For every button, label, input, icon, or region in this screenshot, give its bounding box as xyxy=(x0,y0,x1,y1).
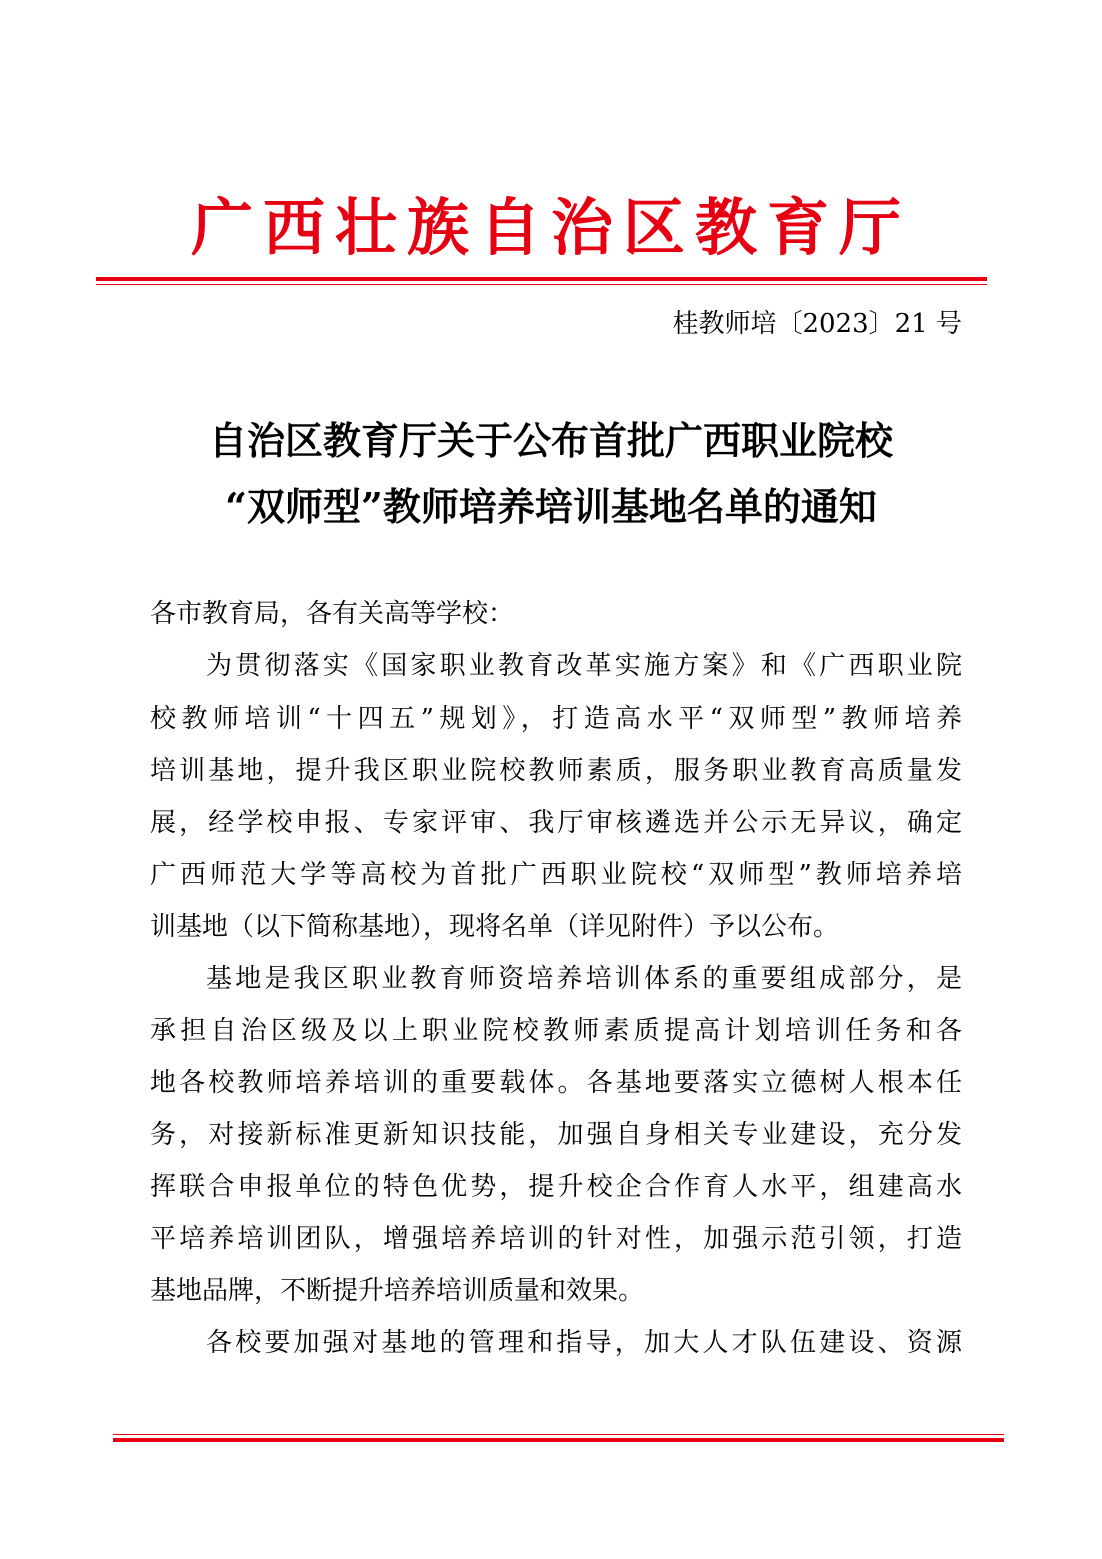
body-line: 为贯彻落实《国家职业教育改革实施方案》和《广西职业院 xyxy=(206,651,962,681)
title-line-2: “双师型”教师培养培训基地名单的通知 xyxy=(225,484,877,529)
body-line: 展，经学校申报、专家评审、我厅审核遴选并公示无异议，确定 xyxy=(150,808,962,838)
body-line: 平培养培训团队，增强培养培训的针对性，加强示范引领，打造 xyxy=(150,1224,962,1254)
body-line: 广西师范大学等高校为首批广西职业院校“双师型”教师培养培 xyxy=(150,860,962,890)
body-line: 挥联合申报单位的特色优势，提升校企合作育人水平，组建高水 xyxy=(150,1172,962,1202)
body-line: 承担自治区级及以上职业院校教师素质提高计划培训任务和各 xyxy=(150,1016,962,1046)
header-rule-thick xyxy=(96,277,987,281)
body-line: 各校要加强对基地的管理和指导，加大人才队伍建设、资源 xyxy=(206,1328,962,1358)
salutation: 各市教育局，各有关高等学校： xyxy=(150,599,515,629)
title-line-1: 自治区教育厅关于公布首批广西职业院校 xyxy=(208,418,893,463)
body-line: 务，对接新标准更新知识技能，加强自身相关专业建设，充分发 xyxy=(150,1120,962,1150)
footer-rule-thin xyxy=(113,1434,1004,1435)
body-line: 基地品牌，不断提升培养培训质量和效果。 xyxy=(150,1276,645,1306)
document-number: 桂教师培〔2023〕21 号 xyxy=(672,309,962,339)
body-line: 校教师培训“十四五”规划》，打造高水平“双师型”教师培养 xyxy=(150,704,962,734)
body-line: 地各校教师培养培训的重要载体。各基地要落实立德树人根本任 xyxy=(150,1068,962,1098)
body-line: 训基地（以下简称基地），现将名单（详见附件）予以公布。 xyxy=(150,912,840,942)
masthead: 广西壮族自治区教育厅 xyxy=(190,191,911,264)
header-rule-thin xyxy=(96,284,987,285)
body-line: 基地是我区职业教育师资培养培训体系的重要组成部分，是 xyxy=(206,964,962,994)
document-title xyxy=(0,408,1102,540)
body-line: 培训基地，提升我区职业院校教师素质，服务职业教育高质量发 xyxy=(150,756,962,786)
footer-rule-thick xyxy=(113,1438,1004,1442)
